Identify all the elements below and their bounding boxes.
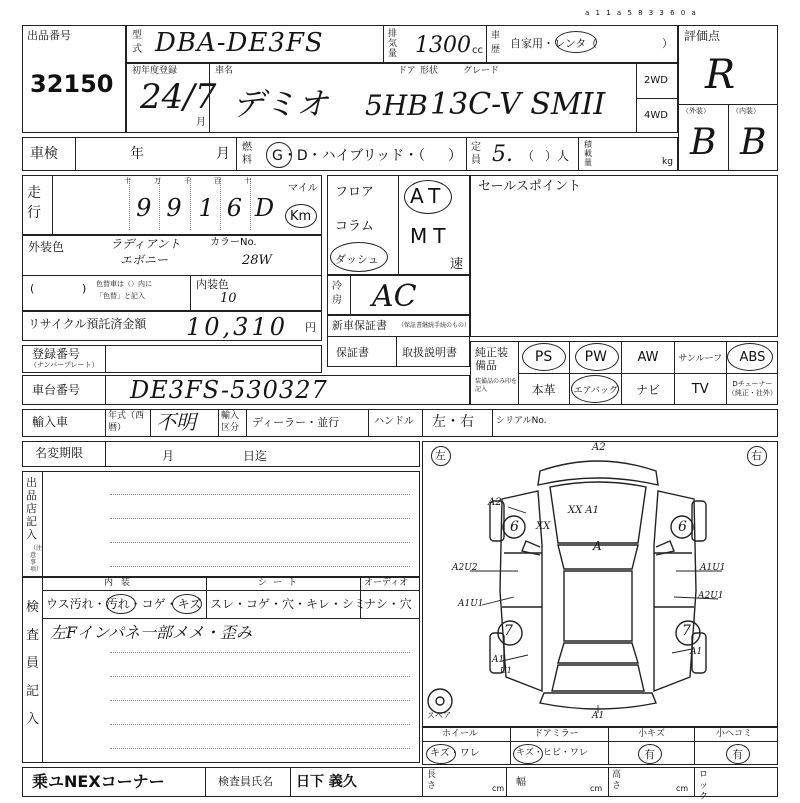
equipment-item: TV	[675, 373, 727, 405]
equipment-item: エアバッグ	[570, 373, 622, 405]
dirty-circle	[106, 594, 136, 614]
car-name-label: 車名	[215, 66, 234, 76]
lot-number: 32150	[30, 70, 114, 98]
type-value: DBA-DE3FS	[155, 28, 324, 58]
equipment-item: 本革	[518, 373, 570, 405]
color-value-2: エボニー	[120, 253, 169, 267]
equipment-item: ナビ	[622, 373, 674, 405]
mark-hood-right: XX A1	[568, 505, 600, 516]
color-value-1: ラディアント	[110, 237, 181, 251]
chassis-label: 車台番号	[32, 383, 81, 397]
wheel-scratch-circle	[426, 744, 456, 764]
equipment-row-2	[518, 373, 778, 405]
color-change-note-2: 「色替」と記入	[96, 292, 145, 300]
recycle-label: リサイクル預託済金額	[28, 317, 147, 331]
inspection-year-unit: 年	[130, 146, 144, 162]
inspection-label: 車検	[30, 146, 58, 162]
width-label: 幅	[516, 777, 526, 788]
inspector-name: 日下 義久	[296, 774, 357, 790]
load-label: 積載量	[584, 140, 592, 167]
grade-label: グレード	[463, 66, 500, 76]
ps-circle	[522, 343, 566, 371]
exhibitor-box	[22, 471, 420, 577]
equipment-item: サンルーフ	[675, 341, 727, 373]
mark-rear-right: A1	[690, 647, 703, 657]
mileage-header: 十	[244, 177, 251, 185]
interior-score-label: （内装）	[732, 107, 760, 115]
barcode-number: a 1 1 a 5 8 3 3 6 0 a	[585, 9, 698, 17]
history-circle	[555, 31, 597, 53]
name-change-day: 日迄	[243, 449, 268, 463]
type-label: 型式	[132, 30, 142, 55]
color-paren: )	[82, 282, 87, 295]
plate-sub: （ナンバープレート）	[30, 361, 99, 369]
inspector-name-label: 検査員氏名	[218, 775, 273, 788]
inspection-month-unit: 月	[216, 146, 230, 162]
scratch-yes-circle	[638, 744, 662, 764]
exterior-score-label: （外装）	[682, 107, 710, 115]
plate-label: 登録番号	[32, 347, 81, 361]
chassis-value: DE3FS-530327	[130, 376, 328, 404]
capacity-label: 定員	[471, 142, 481, 166]
rock-label: ロック	[699, 770, 709, 802]
serial-label: シリアルNo.	[496, 416, 547, 426]
mark-fender-left: A2U2	[452, 563, 478, 573]
mark-rear-left: A1	[492, 655, 505, 665]
exhibitor-label: 出品店記入	[26, 476, 37, 541]
trans-at: AT	[410, 184, 447, 208]
scratch-circle	[172, 594, 202, 614]
capacity-paren: （	[522, 149, 535, 163]
trans-dash: ダッシュ	[335, 253, 379, 266]
legend-mirror-items: キズ・ヒビ・ワレ	[516, 748, 588, 758]
exterior-score: B	[690, 122, 717, 163]
equipment-item: PS	[518, 341, 570, 373]
fuel-close: ）	[448, 148, 462, 164]
height-unit: cm	[676, 784, 689, 793]
mark-hood-left: A2	[488, 497, 502, 508]
history-options: 自家用・レンタ（	[510, 37, 598, 50]
legend-scratch-value: 有	[644, 748, 655, 761]
mirror-scratch-circle	[513, 744, 543, 764]
equipment-item: Dチューナー（純正・社外）	[727, 380, 777, 397]
mark-roof: A	[593, 539, 602, 553]
mileage-digit: 6	[226, 194, 242, 222]
airbag-circle	[571, 375, 619, 403]
pw-circle	[575, 343, 619, 371]
equipment-item: ABS	[739, 349, 766, 365]
car-name-value: デミオ	[232, 85, 329, 123]
spare-label: スペア	[427, 711, 451, 720]
legend-scratch: 小キズ	[638, 729, 665, 739]
displacement-label: 排気量	[388, 29, 398, 59]
mileage-header: 百	[214, 177, 221, 185]
import-class-options: ディーラー・並行	[252, 416, 340, 429]
mark-door-right: A2U1	[698, 591, 724, 601]
warranty-note: （保証書継続手続のもの）	[398, 322, 471, 329]
footer-corner: 乗ユNEXコーナー	[32, 772, 165, 791]
color-change-note-1: 色替車は（）内に	[96, 280, 152, 288]
dash-circle	[330, 242, 388, 272]
score-label: 評価点	[684, 29, 721, 43]
ac-value: AC	[372, 279, 417, 314]
grade-value: 13C-V SMII	[430, 87, 606, 122]
equipment-note: 装備品のみ印を記入	[475, 378, 518, 393]
score-value: R	[705, 52, 736, 98]
mileage-unit-km: Km	[290, 209, 312, 224]
mileage-digit: 9	[136, 194, 152, 222]
mileage-label: 走行	[27, 185, 41, 221]
displacement-unit: cc	[472, 45, 483, 56]
interior-color-value: 10	[220, 291, 237, 306]
name-change-label: 名変期限	[35, 446, 84, 460]
mileage-digit: 1	[198, 194, 214, 222]
load-unit: kg	[662, 157, 673, 167]
first-reg-value: 24/7	[140, 77, 217, 117]
manual-doc: 取扱説明書	[402, 346, 457, 359]
fuel-options: G・D・ハイブリッド・（	[272, 148, 426, 164]
abs-circle	[727, 343, 773, 371]
sales-point-label: セールスポイント	[478, 179, 581, 194]
legend-dent-value: 有	[732, 748, 743, 761]
car-outline-diagram	[422, 441, 778, 727]
door-label: ドア	[398, 66, 416, 76]
capacity-value: 5.	[492, 142, 513, 167]
drive-4wd: 4WD	[644, 110, 668, 121]
mark-wheel-fl: 6	[510, 519, 519, 535]
length-label: 長さ	[427, 770, 437, 791]
history-close: ）	[662, 37, 673, 50]
mileage-digit: 9	[166, 194, 182, 222]
audio-header: オーディオ	[364, 578, 409, 588]
km-circle	[285, 204, 317, 228]
displacement-value: 1300	[415, 33, 471, 58]
length-unit: cm	[492, 784, 505, 793]
interior-items: ウス汚れ・汚れ・コゲ・キズ	[46, 597, 202, 611]
import-label: 輸入車	[32, 415, 69, 429]
mark-rear-left-2: U1	[500, 666, 512, 675]
mileage-header: 万	[154, 177, 161, 185]
mileage-unit-miles: マイル	[288, 183, 318, 194]
import-year-label: 年式（西暦）	[108, 411, 145, 433]
inspector-handwritten: 左Fインパネ一部メメ・歪み	[50, 623, 252, 642]
warranty-doc: 保証書	[336, 346, 369, 359]
seat-header: シート	[258, 578, 304, 588]
mark-front: A2	[592, 442, 606, 453]
mark-xx-left: XX	[536, 521, 551, 532]
fuel-label: 燃料	[242, 142, 252, 166]
legend-wheel-items: キズ・ワレ	[430, 748, 480, 759]
legend-wheel: ホイール	[442, 729, 478, 739]
mark-wheel-rl: 7	[504, 623, 513, 639]
trans-column: コラム	[335, 219, 374, 234]
fuel-circle	[266, 142, 292, 168]
exhibitor-sub: （注意事項）	[30, 545, 43, 573]
drive-2wd: 2WD	[644, 75, 668, 86]
import-class-label: 輸入区分	[221, 411, 240, 433]
dent-yes-circle	[726, 744, 750, 764]
interior-score: B	[740, 122, 767, 163]
equipment-item: AW	[622, 341, 674, 373]
width-unit: cm	[590, 784, 603, 793]
name-change-month: 月	[162, 449, 175, 463]
mark-door-left: A1U1	[458, 599, 484, 609]
mark-rear: A1	[592, 711, 605, 721]
first-reg-month: 月	[196, 117, 206, 128]
mileage-digits	[100, 178, 280, 230]
mileage-header: 十	[124, 177, 131, 185]
import-year-value: 不明	[156, 410, 196, 434]
handle-label: ハンドル	[374, 416, 414, 427]
first-reg-label: 初年度登録	[132, 66, 178, 76]
interior-header: 内装	[104, 578, 139, 588]
recycle-unit: 円	[305, 321, 316, 334]
shape-value: 5HB	[365, 89, 428, 122]
color-no-label: カラーNo.	[210, 237, 257, 248]
mileage-header: 千	[184, 177, 191, 185]
equipment-item: PW	[570, 341, 622, 373]
mark-wheel-rr: 7	[682, 623, 691, 639]
handle-options: 左・右	[432, 414, 474, 430]
recycle-value: 10,310	[186, 313, 288, 341]
mark-fender-right: A1U1	[700, 563, 726, 573]
audio-items: ナシ・穴	[364, 597, 412, 611]
trans-speed: 速	[450, 257, 464, 272]
capacity-close: ）人	[545, 149, 570, 163]
color-paren: (	[30, 282, 35, 295]
color-no-value: 28W	[242, 253, 272, 268]
equipment-label: 純正装備品	[475, 346, 508, 372]
diagram-left-label: 左	[435, 449, 446, 462]
at-circle	[404, 180, 452, 214]
trans-mt: MT	[410, 224, 452, 248]
inspector-side-label: 検査員記入	[26, 600, 40, 727]
interior-color-label: 内装色	[196, 278, 229, 291]
mark-wheel-fr: 6	[678, 519, 687, 535]
height-label: 高さ	[612, 770, 622, 791]
mileage-digit: D	[254, 194, 275, 222]
sales-point-box	[470, 175, 778, 337]
history-label: 車歴	[491, 31, 501, 55]
legend-dent: 小ヘコミ	[716, 729, 753, 739]
legend-mirror: ドアミラー	[534, 729, 579, 739]
shape-label: 形状	[420, 66, 439, 76]
diagram-right-label: 右	[751, 449, 762, 462]
trans-floor: フロア	[335, 185, 375, 200]
color-label: 外装色	[28, 240, 65, 254]
seat-items: スレ・コゲ・穴・キレ・シミ	[210, 597, 366, 611]
lot-label: 出品番号	[27, 29, 71, 42]
warranty-label: 新車保証書	[332, 319, 387, 332]
ac-label: 冷房	[332, 281, 342, 306]
